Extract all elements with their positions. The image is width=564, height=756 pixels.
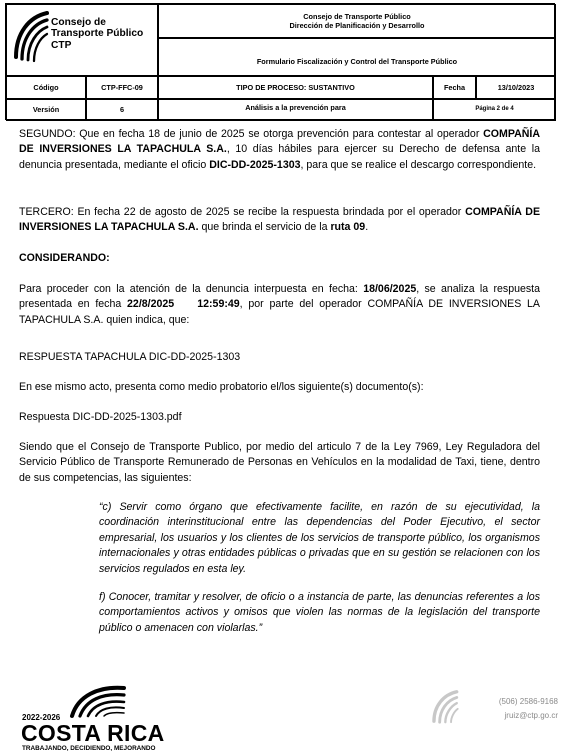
- atencion-text: Para proceder con la atención de la denuncia interpuesta en fecha:: [19, 283, 364, 295]
- date-label-cell: Fecha: [433, 76, 476, 99]
- tercero-text-2: que brinda el servicio de la: [198, 221, 331, 234]
- ctp-watermark-icon: [428, 687, 476, 725]
- atencion-text-3: , por parte del operador COMPAÑÍA DE INVERSIONES LA TAPACHULA S.A. quien indica, que:: [19, 298, 540, 326]
- date-value-cell: 13/10/2023: [476, 76, 556, 99]
- header-dept-line: Dirección de Planificación y Desarrollo: [289, 21, 425, 30]
- atencion-text-2: , se analiza la respuesta presentada en fecha: [19, 283, 540, 311]
- header-org-line: Consejo de Transporte Público: [303, 11, 411, 21]
- denuncia-date: 18/06/2025: [363, 283, 417, 295]
- government-years: 2022-2026: [22, 713, 61, 722]
- version-value-cell: 6: [86, 99, 158, 121]
- form-title-cell: [158, 38, 556, 76]
- operator-name-2: COMPAÑÍA DE INVERSIONES LA TAPACHULA S.A.: [19, 206, 541, 234]
- quote-item-f: f) Conocer, tramitar y resolver, de oficio o a instancia de parte, las denuncias referentes a los comportamientos activos y omisos que violen las normas de la legislación del transporte público o amenacen con violarlas.”: [99, 591, 540, 634]
- org-name-line1: Consejo de: [51, 17, 106, 28]
- government-slogan: TRABAJANDO, DECIDIENDO, MEJORANDO: [22, 745, 156, 752]
- org-name: [51, 17, 143, 51]
- operator-name: COMPAÑÍA DE INVERSIONES LA TAPACHULA S.A.: [19, 128, 540, 156]
- page-number: Página 2 de 4: [475, 106, 514, 113]
- page-number-cell: [433, 99, 556, 121]
- evidence-intro: En ese mismo acto, presenta como medio probatorio el/los siguiente(s) documento(s):: [19, 381, 424, 393]
- code-value-cell: CTP-FFC-09: [86, 76, 158, 99]
- logo-cell: [6, 4, 158, 76]
- response-datetime: 22/8/2025 12:59:49: [127, 298, 240, 311]
- considerando-heading: [19, 251, 540, 266]
- response-title: RESPUESTA TAPACHULA DIC-DD-2025-1303: [19, 351, 241, 363]
- version-label-cell: Versión: [6, 99, 86, 121]
- paragraph-ley: Siendo que el Consejo de Transporte Publico, por medio del articulo 7 de la Ley 7969, Ley Reguladora del Servicio Público de Transporte Remunerado de Personas en Vehículos en la modalidad de Taxi, tiene, dentro de sus competencias, las siguientes:: [19, 441, 540, 484]
- segundo-text: SEGUNDO: Que en fecha 18 de junio de 2025 se otorga prevención para contestar al operador: [19, 128, 484, 140]
- org-name-line3: CTP: [51, 39, 72, 51]
- tercero-text-3: .: [365, 221, 369, 234]
- document-header: [5, 3, 555, 120]
- form-title: Formulario Fiscalización y Control del Transporte Público: [256, 57, 458, 67]
- evidence-file: Respuesta DIC-DD-2025-1303.pdf: [19, 411, 182, 423]
- org-name-line2: Transporte Público: [51, 28, 144, 40]
- route-number: ruta 09: [330, 221, 366, 234]
- country-name: COSTA RICA: [21, 720, 165, 746]
- segundo-text-3: , para que se realice el descargo correspondiente.: [300, 158, 537, 171]
- contact-email: jruiz@ctp.go.cr: [504, 711, 558, 720]
- analysis-title: Análisis a la prevención para: [245, 103, 346, 112]
- header-org-cell: [158, 4, 556, 38]
- tercero-text: TERCERO: En fecha 22 de agosto de 2025 se recibe la respuesta brindada por el operador: [19, 206, 466, 218]
- quote-item-c: “c) Servir como órgano que efectivamente facilite, en razón de su ejecutividad, la coordinación interinstitucional entre las dependencias del Poder Ejecutivo, el sector empresarial, los usuarios y los clientes de los servicios de transporte público, los organismos internacionales y otras entidades públicas o privadas que en su gestión se relacionen con los servicios regulados en esta ley.: [99, 501, 540, 575]
- considerando-label: CONSIDERANDO:: [19, 252, 110, 264]
- segundo-text-2: , 10 días hábiles para ejercer su Derecho de defensa ante la denuncia presentada, mediante el oficio: [19, 143, 540, 171]
- analysis-title-cell: [158, 99, 433, 121]
- process-type-cell: TIPO DE PROCESO: SUSTANTIVO: [158, 76, 433, 99]
- code-label-cell: Código: [6, 76, 86, 99]
- paragraph-tercero: [19, 205, 540, 236]
- paragraph-segundo: [19, 127, 540, 173]
- paragraph-atencion: [19, 282, 540, 328]
- contact-phone: (506) 2586-9168: [498, 697, 558, 706]
- oficio-number: DIC-DD-2025-1303: [209, 158, 301, 171]
